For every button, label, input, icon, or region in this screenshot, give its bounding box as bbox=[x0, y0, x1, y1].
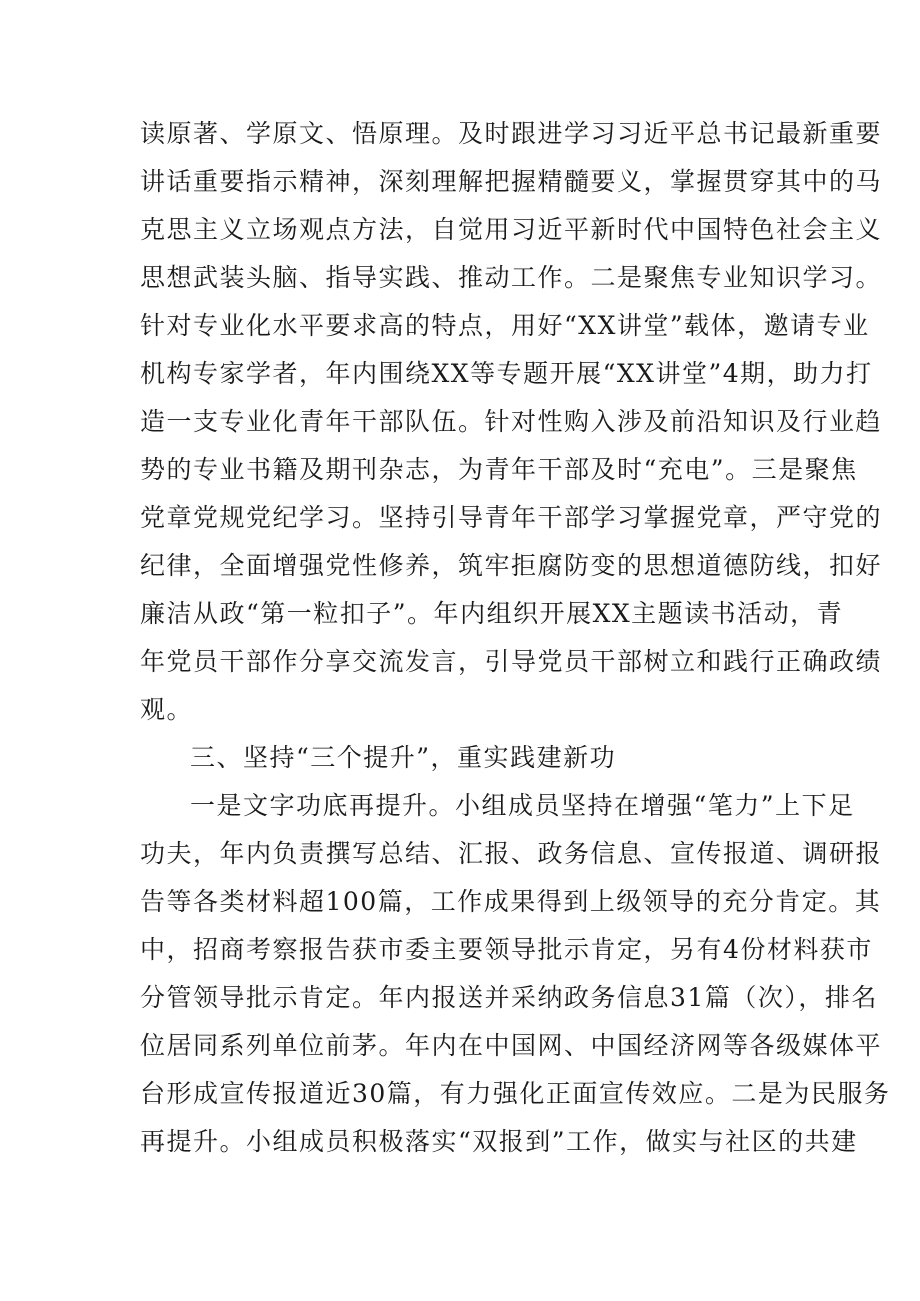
text-line: 机构专家学者，年内围绕XX等专题开展“XX讲堂”4期，助力打 bbox=[140, 359, 873, 388]
text-line: 针对专业化水平要求高的特点，用好“XX讲堂”载体，邀请专业 bbox=[140, 311, 870, 340]
text-line: 讲话重要指示精神，深刻理解把握精髓要义，掌握贯穿其中的马 bbox=[140, 167, 883, 196]
text-line: 党章党规党纪学习。坚持引导青年干部学习掌握党章，严守党的 bbox=[140, 503, 883, 532]
text-line: 位居同系列单位前茅。年内在中国网、中国经济网等各级媒体平 bbox=[140, 1031, 883, 1060]
text-line: 思想武装头脑、指导实践、推动工作。二是聚焦专业知识学习。 bbox=[140, 263, 883, 292]
text-line: 功夫，年内负责撰写总结、汇报、政务信息、宣传报道、调研报 bbox=[140, 839, 883, 868]
text-line: 势的专业书籍及期刊杂志，为青年干部及时“充电”。三是聚焦 bbox=[140, 455, 858, 484]
text-line: 一是文字功底再提升。小组成员坚持在增强“笔力”上下足 bbox=[190, 791, 855, 820]
text-line: 告等各类材料超100篇，工作成果得到上级领导的充分肯定。其 bbox=[140, 887, 882, 916]
section-heading: 三、坚持“三个提升”，重实践建新功 bbox=[190, 743, 617, 772]
text-line: 观。 bbox=[140, 695, 194, 724]
text-line: 廉洁从政“第一粒扣子”。年内组织开展XX主题读书活动，青 bbox=[140, 599, 844, 628]
text-line: 造一支专业化青年干部队伍。针对性购入涉及前沿知识及行业趋 bbox=[140, 407, 883, 436]
text-line: 中，招商考察报告获市委主要领导批示肯定，另有4份材料获市 bbox=[140, 935, 873, 964]
text-line: 分管领导批示肯定。年内报送并采纳政务信息31篇（次），排名 bbox=[140, 983, 878, 1012]
text-line: 读原著、学原文、悟原理。及时跟进学习习近平总书记最新重要 bbox=[140, 119, 883, 148]
text-line: 台形成宣传报道近30篇，有力强化正面宣传效应。二是为民服务 bbox=[140, 1079, 891, 1108]
text-line: 克思主义立场观点方法，自觉用习近平新时代中国特色社会主义 bbox=[140, 215, 883, 244]
text-line: 再提升。小组成员积极落实“双报到”工作，做实与社区的共建 bbox=[140, 1127, 858, 1156]
text-line: 年党员干部作分享交流发言，引导党员干部树立和践行正确政绩 bbox=[140, 647, 883, 676]
text-line: 纪律，全面增强党性修养，筑牢拒腐防变的思想道德防线，扣好 bbox=[140, 551, 883, 580]
